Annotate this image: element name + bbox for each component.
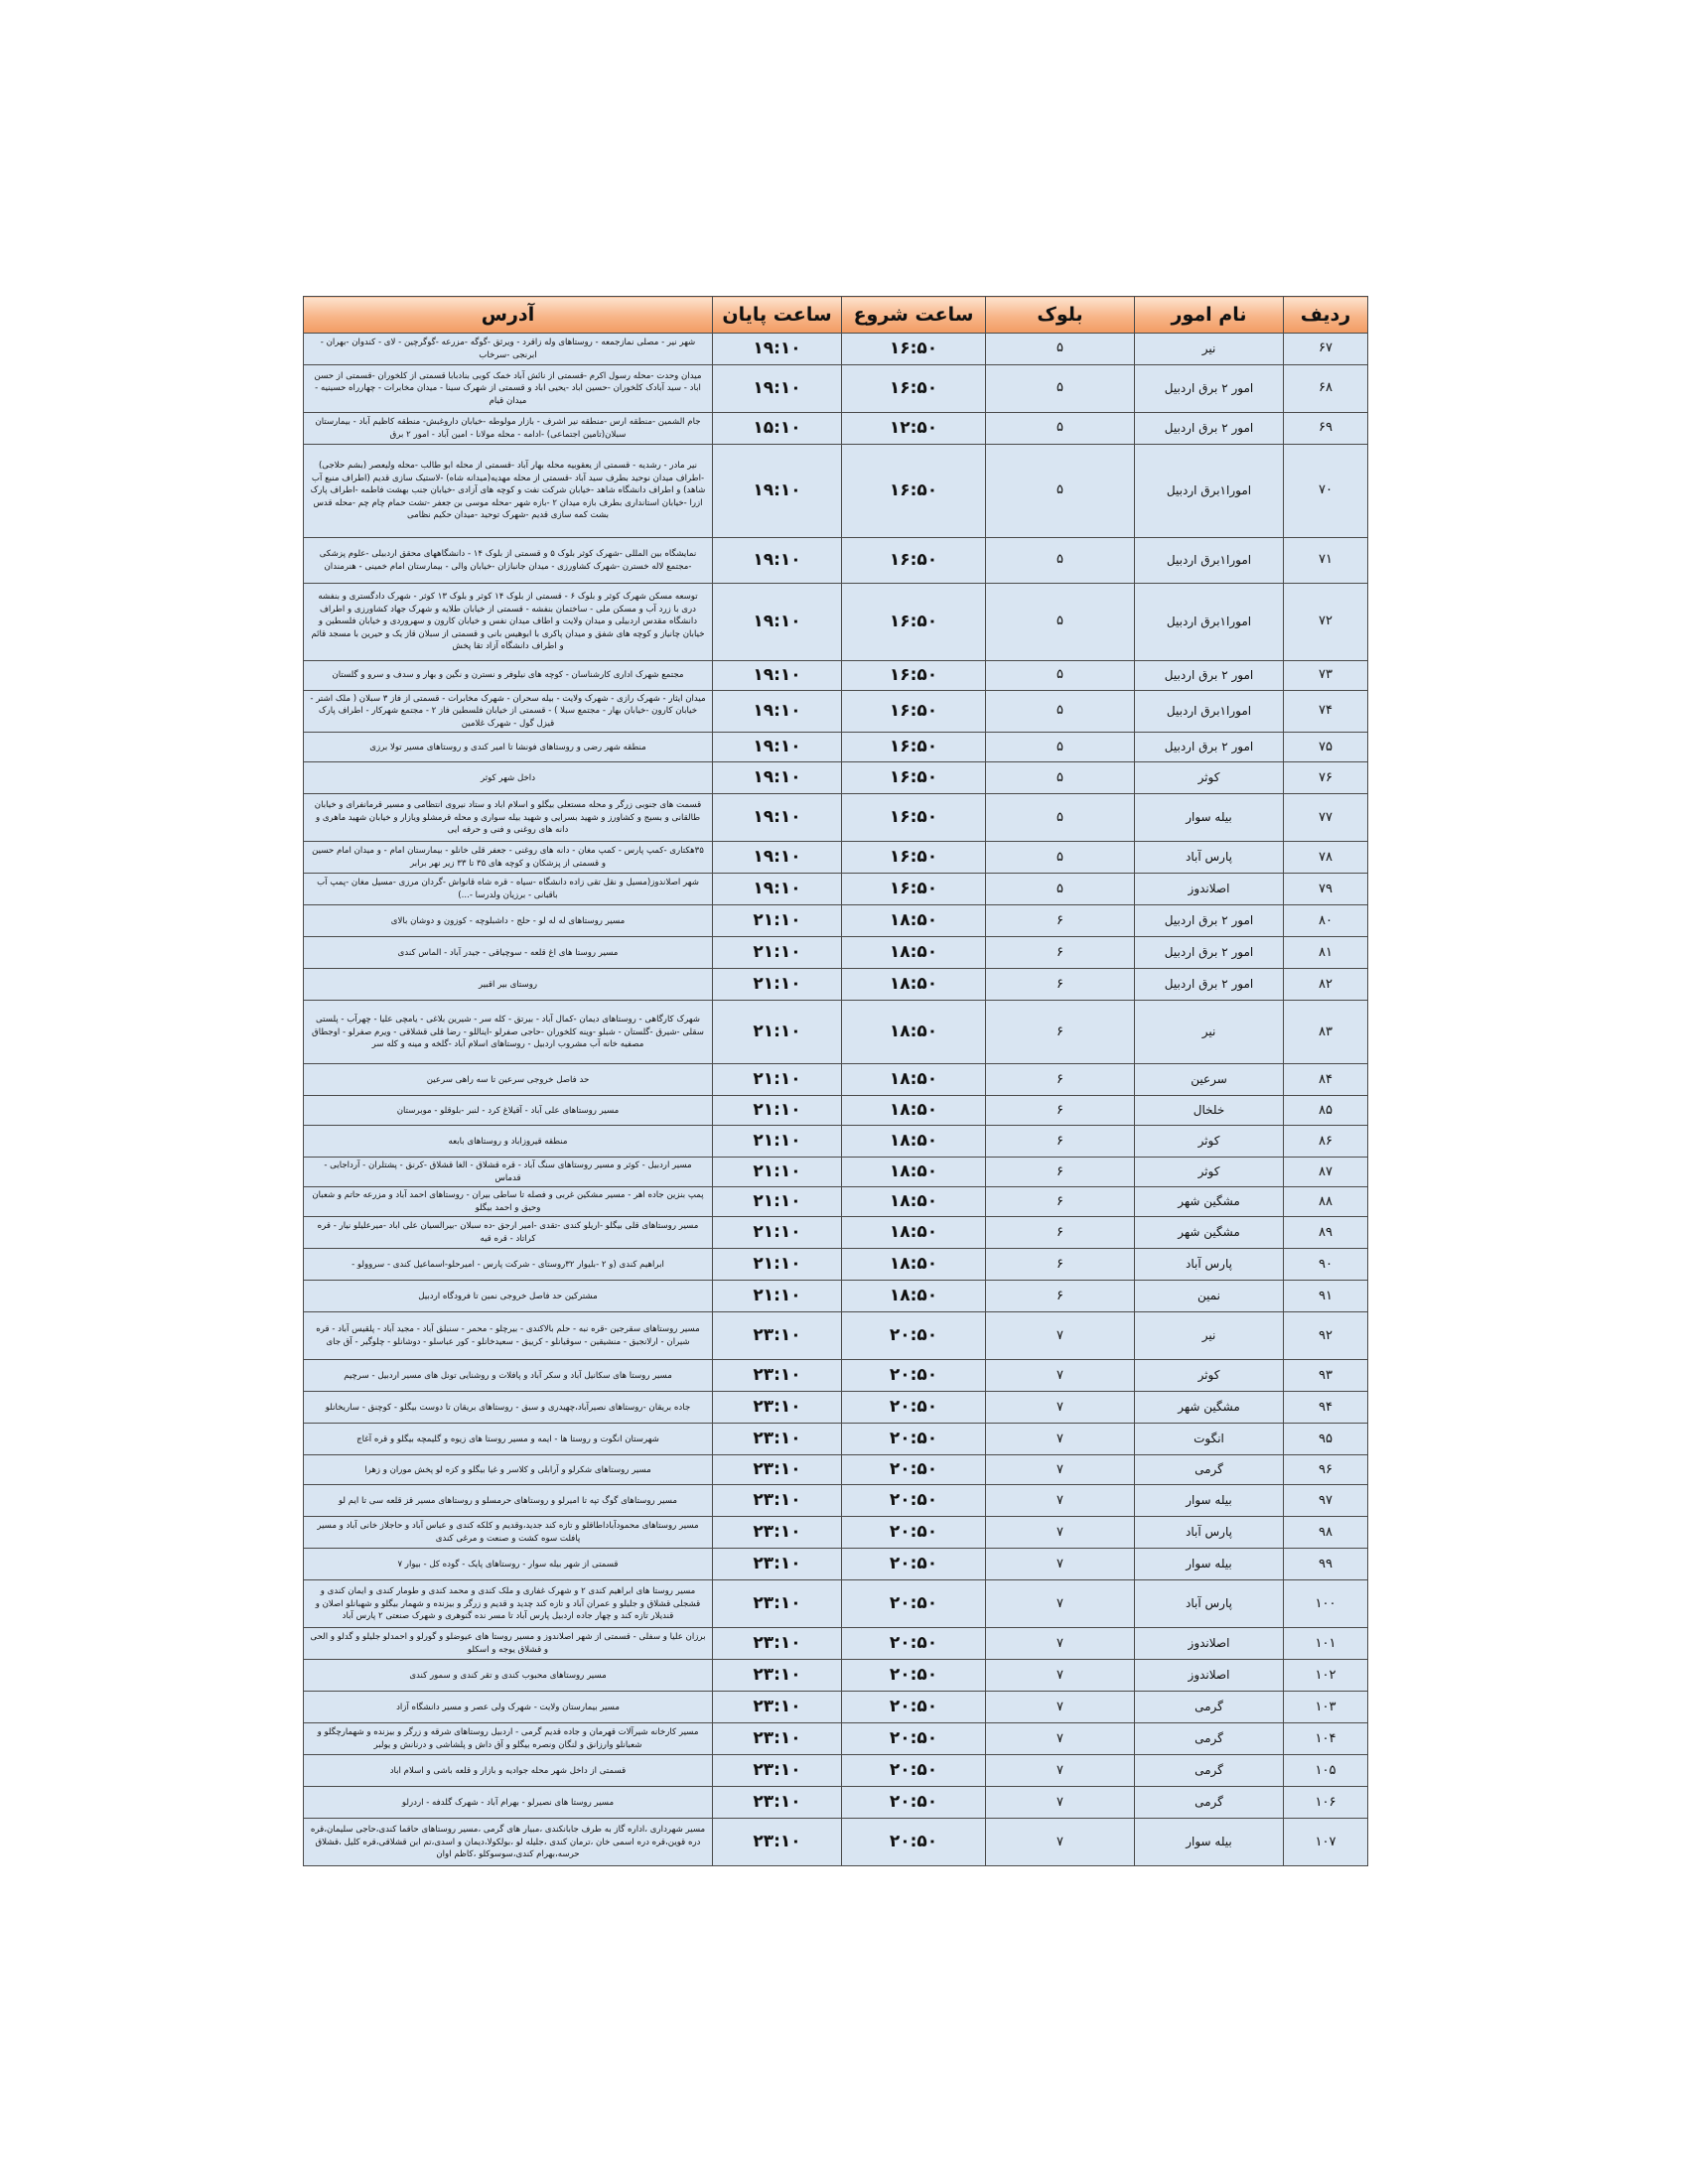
area-name-cell: پارس آباد [1135,1580,1284,1628]
area-name-cell: اصلاندوز [1135,874,1284,905]
end-time-cell: ۲۱:۱۰ [713,1187,842,1217]
start-time-cell: ۲۰:۵۰ [842,1628,986,1660]
area-name-cell: امور ۲ برق اردبیل [1135,969,1284,1001]
block-number-cell: ۵ [986,733,1135,762]
area-name-cell: گرمی [1135,1787,1284,1819]
address-cell: مسیر روستاهای له له لو - حلج - داشبلوچه - کوزون و دوشان بالای [304,905,713,937]
row-number-cell: ۹۹ [1284,1549,1368,1580]
area-name-cell: کوثر [1135,1158,1284,1187]
area-name-cell: سرعین [1135,1064,1284,1096]
address-cell: حد فاصل خروجی سرعین تا سه راهی سرعین [304,1064,713,1096]
start-time-cell: ۱۶:۵۰ [842,762,986,794]
row-number-cell: ۹۲ [1284,1312,1368,1360]
block-number-cell: ۷ [986,1755,1135,1787]
address-cell: روستای بیر اقبیر [304,969,713,1001]
row-number-cell: ۸۸ [1284,1187,1368,1217]
end-time-cell: ۲۱:۱۰ [713,937,842,969]
block-number-cell: ۷ [986,1787,1135,1819]
row-number-cell: ۱۰۲ [1284,1660,1368,1692]
table-row [304,733,1368,762]
area-name-cell: نیر [1135,1312,1284,1360]
block-number-cell: ۶ [986,1126,1135,1158]
area-name-cell: نیر [1135,1001,1284,1064]
start-time-cell: ۱۸:۵۰ [842,1064,986,1096]
row-number-cell: ۱۰۳ [1284,1692,1368,1723]
block-number-cell: ۵ [986,691,1135,733]
row-number-cell: ۹۴ [1284,1392,1368,1424]
block-number-cell: ۷ [986,1312,1135,1360]
end-time-cell: ۲۳:۱۰ [713,1723,842,1755]
block-number-cell: ۷ [986,1692,1135,1723]
area-name-cell: امور ۲ برق اردبیل [1135,905,1284,937]
area-name-cell: اصلاندوز [1135,1628,1284,1660]
end-time-cell: ۲۳:۱۰ [713,1455,842,1485]
end-time-cell: ۱۹:۱۰ [713,733,842,762]
table-row [304,1312,1368,1360]
block-number-cell: ۷ [986,1819,1135,1866]
table-row [304,1660,1368,1692]
end-time-cell: ۱۹:۱۰ [713,842,842,874]
start-time-cell: ۲۰:۵۰ [842,1723,986,1755]
area-name-cell: امورا۱برق اردبیل [1135,584,1284,661]
row-number-cell: ۸۳ [1284,1001,1368,1064]
area-name-cell: مشگین شهر [1135,1217,1284,1249]
area-name-cell: امور ۲ برق اردبیل [1135,937,1284,969]
header-end-time: ساعت پایان [713,297,842,334]
row-number-cell: ۸۱ [1284,937,1368,969]
address-cell: توسعه مسکن شهرک کوثر و بلوک ۶ - قسمتی از بلوک ۱۴ کوثر و بلوک ۱۳ کوثر - شهرک دادگستری و بنفشه دری با زرد آب و مسکن ملی - ساختمان بنفشه - قسمتی از خیابان طلایه و شهرک جهاد کشاورزی و اطراف دانشگاه مقدس اردبیلی و میدان ولایت و اطاف میدان نفس و خیابان کارون و سهروردی و خیابان فلسطین و خیابان چانیاز و کوچه های شفق و میدان پاکری با ابوهیس بانی و قسمتی از سبلان قاز یک و حیرین با مسجد قائم و اطراف دانشگاه آزاد تقا پخش [304,584,713,661]
table-row [304,969,1368,1001]
table-row [304,762,1368,794]
start-time-cell: ۲۰:۵۰ [842,1455,986,1485]
end-time-cell: ۱۹:۱۰ [713,365,842,413]
address-cell: مسیر روستاهای گوگ تپه تا امیرلو و روستاهای حرمسلو و روستاهای مسیر قز قلعه سی تا ایم لو [304,1485,713,1517]
area-name-cell: خلخال [1135,1096,1284,1126]
area-name-cell: امورا۱برق اردبیل [1135,691,1284,733]
end-time-cell: ۱۹:۱۰ [713,794,842,842]
address-cell: مسیر روستاهای شکرلو و آرابلی و کلاسر و غیا بیگلو و کزه لو پخش موران و زهرا [304,1455,713,1485]
table-row [304,794,1368,842]
end-time-cell: ۲۳:۱۰ [713,1517,842,1549]
start-time-cell: ۱۸:۵۰ [842,969,986,1001]
end-time-cell: ۱۹:۱۰ [713,762,842,794]
block-number-cell: ۵ [986,874,1135,905]
end-time-cell: ۱۹:۱۰ [713,691,842,733]
address-cell: منطقه شهر رضی و روستاهای فونشا تا امیر کندی و روستاهای مسیر تولا برزی [304,733,713,762]
address-cell: مسیر اردبیل - کوثر و مسیر روستاهای سنگ آباد - قره قشلاق - الغا قشلاق -کرنق - پشتلران - آرداجایی - قدماس [304,1158,713,1187]
row-number-cell: ۱۰۶ [1284,1787,1368,1819]
row-number-cell: ۹۱ [1284,1281,1368,1312]
block-number-cell: ۷ [986,1360,1135,1392]
row-number-cell: ۹۳ [1284,1360,1368,1392]
end-time-cell: ۲۱:۱۰ [713,1217,842,1249]
table-row [304,334,1368,365]
block-number-cell: ۵ [986,762,1135,794]
row-number-cell: ۷۱ [1284,538,1368,584]
row-number-cell: ۱۰۵ [1284,1755,1368,1787]
row-number-cell: ۸۹ [1284,1217,1368,1249]
address-cell: ابراهیم کندی (و ۲ -بلیوار ۳۲روستای - شرکت پارس - امیرحلو-اسماعیل کندی - سروولو - [304,1249,713,1281]
table-row [304,1485,1368,1517]
start-time-cell: ۱۶:۵۰ [842,584,986,661]
row-number-cell: ۷۲ [1284,584,1368,661]
block-number-cell: ۷ [986,1549,1135,1580]
end-time-cell: ۲۳:۱۰ [713,1660,842,1692]
address-cell: مسیر روستاهای محمودآباداطاقلو و تازه کند جدید،وقدیم و کلکه کندی و عباس آباد و حاجلاز خانی آباد و مسیر پافلت سوه کشت و صنعت و مرغی کندی [304,1517,713,1549]
start-time-cell: ۲۰:۵۰ [842,1660,986,1692]
header-area: نام امور [1135,297,1284,334]
address-cell: مسیر روستاهای محبوب کندی و تقر کندی و سمور کندی [304,1660,713,1692]
table-row [304,1424,1368,1455]
block-number-cell: ۷ [986,1628,1135,1660]
area-name-cell: امور ۲ برق اردبیل [1135,413,1284,445]
block-number-cell: ۵ [986,584,1135,661]
start-time-cell: ۲۰:۵۰ [842,1517,986,1549]
address-cell: مسیر روستا های سکانیل آباد و سکر آباد و پافلات و روشنایی تونل های مسیر اردبیل - سرچیم [304,1360,713,1392]
row-number-cell: ۹۰ [1284,1249,1368,1281]
row-number-cell: ۹۸ [1284,1517,1368,1549]
address-cell: نمایشگاه بین المللی -شهرک کوثر بلوک ۵ و قسمتی از بلوک ۱۴ - دانشگاههای محقق اردبیلی -علوم پزشکی -مجتمع لاله خسترن -شهرک کشاورزی - میدان جانبازان -خیابان والی - بیمارستان امام خمینی - هنرمندان [304,538,713,584]
address-cell: مسیر شهرداری ،اداره گاز به طرف جابانکندی ،مبیار های گرمی ،مسیر روستاهای حاقما کندی،حاجی سلیمان،قره دره قوین،قره دره اسمی خان ،ترمان کندی ،جلیله لو ،بولکولا،دیمان و اسدی،تم ابن قشلاقی،قره کلیل ،قشلاق حرسه،بهرام کندی،سوسوکلو ،کاظم اوان [304,1819,713,1866]
table-row [304,584,1368,661]
start-time-cell: ۱۸:۵۰ [842,1096,986,1126]
table-row [304,1517,1368,1549]
start-time-cell: ۱۶:۵۰ [842,445,986,538]
area-name-cell: گرمی [1135,1723,1284,1755]
row-number-cell: ۱۰۱ [1284,1628,1368,1660]
end-time-cell: ۱۹:۱۰ [713,661,842,691]
block-number-cell: ۵ [986,413,1135,445]
row-number-cell: ۷۳ [1284,661,1368,691]
start-time-cell: ۲۰:۵۰ [842,1392,986,1424]
end-time-cell: ۲۳:۱۰ [713,1485,842,1517]
row-number-cell: ۹۶ [1284,1455,1368,1485]
header-block: بلوک [986,297,1135,334]
area-name-cell: امورا۱برق اردبیل [1135,445,1284,538]
header-start-time: ساعت شروع [842,297,986,334]
start-time-cell: ۲۰:۵۰ [842,1819,986,1866]
end-time-cell: ۲۳:۱۰ [713,1360,842,1392]
block-number-cell: ۶ [986,1096,1135,1126]
address-cell: مجتمع شهرک اداری کارشناسان - کوچه های نیلوفر و نسترن و نگین و بهار و سدف و سرو و گلستان [304,661,713,691]
area-name-cell: امورا۱برق اردبیل [1135,538,1284,584]
table-row [304,1096,1368,1126]
block-number-cell: ۶ [986,1064,1135,1096]
start-time-cell: ۲۰:۵۰ [842,1549,986,1580]
block-number-cell: ۷ [986,1392,1135,1424]
start-time-cell: ۱۸:۵۰ [842,1001,986,1064]
table-body [304,334,1368,1866]
end-time-cell: ۲۳:۱۰ [713,1819,842,1866]
table-row [304,691,1368,733]
area-name-cell: اصلاندوز [1135,1660,1284,1692]
start-time-cell: ۲۰:۵۰ [842,1485,986,1517]
address-cell: مسیر روستاهای علی آباد - آقیلاغ کرد - لنبر -بلوقلو - موبرستان [304,1096,713,1126]
end-time-cell: ۲۳:۱۰ [713,1580,842,1628]
area-name-cell: پارس آباد [1135,842,1284,874]
end-time-cell: ۲۳:۱۰ [713,1424,842,1455]
schedule-table [303,296,1368,1866]
address-cell: مشترکین حد فاصل خروجی نمین تا فرودگاه اردبیل [304,1281,713,1312]
table-row [304,1787,1368,1819]
row-number-cell: ۸۵ [1284,1096,1368,1126]
address-cell: جام الشمین -منطقه ارس -منطقه نیر اشرف - بازار مولوطه -خیابان داروغبش- منطقه کاظیم آباد - بیمارستان سبلان(تامین اجتماعی) -ادامه - محله مولانا - امین آباد - امور ۲ برق [304,413,713,445]
address-cell: قسمتی از شهر بیله سوار - روستاهای پایک - گوده کل - بیوار ۷ [304,1549,713,1580]
start-time-cell: ۱۶:۵۰ [842,538,986,584]
address-cell: مسیر کارخانه شیرآلات قهرمان و جاده قدیم گرمی - اردبیل روستاهای شرقه و زرگر و بیزنده و شهمارچگلو و شعبانلو وارزانق و لنگان ونصره بیگلو و آق داش و پلشاشی و درنانش و یولبر [304,1723,713,1755]
table-row [304,937,1368,969]
block-number-cell: ۵ [986,365,1135,413]
block-number-cell: ۷ [986,1485,1135,1517]
block-number-cell: ۶ [986,905,1135,937]
area-name-cell: نیر [1135,334,1284,365]
table-row [304,1628,1368,1660]
row-number-cell: ۱۰۰ [1284,1580,1368,1628]
row-number-cell: ۱۰۴ [1284,1723,1368,1755]
block-number-cell: ۶ [986,1001,1135,1064]
block-number-cell: ۶ [986,1281,1135,1312]
start-time-cell: ۱۶:۵۰ [842,733,986,762]
row-number-cell: ۷۴ [1284,691,1368,733]
address-cell: قسمت های جنوبی زرگر و محله مستعلی بیگلو و اسلام اباد و ستاد نیروی انتظامی و مسیر قرمانفرای و خیابان طالقانی و بسیج و کشاورز و شهید بسرایی و شهید بیله سواری و محله قرمشلو ویازار و خیابان شهید ماهری و دانه های روغنی و فنی و حرفه ایی [304,794,713,842]
block-number-cell: ۵ [986,538,1135,584]
end-time-cell: ۱۵:۱۰ [713,413,842,445]
end-time-cell: ۱۹:۱۰ [713,445,842,538]
address-cell: مسیر روستاهای سقرجین -قره نبه - حلم بالاکندی - بیرچلو - محمر - سنبلق آباد - مجید آباد - پلقیس آباد - قره شیران - ارلانجیق - منشیقین - سوقیانلو - کرییق - سعیدخانلو - کور عباسلو - دوشانلو - چلوگیر - آق جای [304,1312,713,1360]
end-time-cell: ۲۳:۱۰ [713,1392,842,1424]
block-number-cell: ۶ [986,1217,1135,1249]
start-time-cell: ۱۶:۵۰ [842,661,986,691]
row-number-cell: ۹۷ [1284,1485,1368,1517]
start-time-cell: ۱۸:۵۰ [842,1249,986,1281]
area-name-cell: بیله سوار [1135,1819,1284,1866]
start-time-cell: ۱۶:۵۰ [842,874,986,905]
area-name-cell: کوثر [1135,1360,1284,1392]
address-cell: میدان ایثار - شهرک رازی - شهرک ولایت - بیله سحران - شهرک مخابرات - قسمتی از فاز ۳ سبلان ( ملک اشتر - خیابان کارون -خیابان بهار - مجتمع سبلا ) - قسمتی از خیابان فلسطین فاز ۲ - مجتمع شهرکار - اطراف پارک قیزل گول - شهرک غلامین [304,691,713,733]
row-number-cell: ۷۶ [1284,762,1368,794]
table-row [304,1001,1368,1064]
start-time-cell: ۱۸:۵۰ [842,1281,986,1312]
table-row [304,1455,1368,1485]
end-time-cell: ۲۳:۱۰ [713,1755,842,1787]
end-time-cell: ۲۱:۱۰ [713,1064,842,1096]
header-row-no: ردیف [1284,297,1368,334]
end-time-cell: ۲۱:۱۰ [713,905,842,937]
area-name-cell: پارس آباد [1135,1517,1284,1549]
area-name-cell: بیله سوار [1135,1485,1284,1517]
block-number-cell: ۵ [986,842,1135,874]
start-time-cell: ۲۰:۵۰ [842,1787,986,1819]
row-number-cell: ۷۹ [1284,874,1368,905]
start-time-cell: ۱۸:۵۰ [842,905,986,937]
area-name-cell: انگوت [1135,1424,1284,1455]
address-cell: شهرک کارگاهی - روستاهای دیمان -کمال آباد - بیرتق - کله سر - شیرین بلاغی - یامچی علیا - چهرآب - پلستی سقلی -شیرق -گلستان - شبلو -وینه کلخوران -حاجی صفرلو -ایناللو - رضا قلی قشلاقی - ویرم صفرلو - اوجطاق مصفیه خانه آب مشروب اردبیل - روستاهای اسلام آباد -گلخه و مینه و کله سر [304,1001,713,1064]
table-row [304,538,1368,584]
area-name-cell: امور ۲ برق اردبیل [1135,661,1284,691]
row-number-cell: ۶۹ [1284,413,1368,445]
area-name-cell: گرمی [1135,1692,1284,1723]
row-number-cell: ۶۸ [1284,365,1368,413]
block-number-cell: ۷ [986,1723,1135,1755]
end-time-cell: ۲۱:۱۰ [713,1126,842,1158]
row-number-cell: ۸۴ [1284,1064,1368,1096]
header-row [304,297,1368,334]
start-time-cell: ۱۸:۵۰ [842,1158,986,1187]
block-number-cell: ۷ [986,1580,1135,1628]
end-time-cell: ۲۱:۱۰ [713,1249,842,1281]
block-number-cell: ۵ [986,445,1135,538]
end-time-cell: ۲۳:۱۰ [713,1628,842,1660]
area-name-cell: گرمی [1135,1455,1284,1485]
table-row [304,905,1368,937]
address-cell: شهر اصلاندوز(مسیل و نقل تقی زاده دانشگاه -سیاه - قره شاه قانواش -گردان مرزی -مسیل مغان -پمپ آب باقبانی - برزیان ولدرسا -...) [304,874,713,905]
start-time-cell: ۲۰:۵۰ [842,1312,986,1360]
row-number-cell: ۸۲ [1284,969,1368,1001]
block-number-cell: ۵ [986,661,1135,691]
block-number-cell: ۵ [986,334,1135,365]
table-row [304,1158,1368,1187]
table-row [304,1360,1368,1392]
start-time-cell: ۱۶:۵۰ [842,365,986,413]
start-time-cell: ۱۸:۵۰ [842,1217,986,1249]
table-row [304,1281,1368,1312]
area-name-cell: مشگین شهر [1135,1392,1284,1424]
end-time-cell: ۲۳:۱۰ [713,1312,842,1360]
start-time-cell: ۲۰:۵۰ [842,1755,986,1787]
end-time-cell: ۲۳:۱۰ [713,1787,842,1819]
end-time-cell: ۲۱:۱۰ [713,1281,842,1312]
area-name-cell: پارس آباد [1135,1249,1284,1281]
address-cell: برزان علیا و سفلی - قسمتی از شهر اصلاندوز و مسیر روستا های عیوضلو و گورلو و احمدلو جلیلو و گدلو و الحی و قشلاق یوجه و اسکلو [304,1628,713,1660]
end-time-cell: ۲۱:۱۰ [713,1096,842,1126]
row-number-cell: ۷۰ [1284,445,1368,538]
block-number-cell: ۷ [986,1424,1135,1455]
table-row [304,1126,1368,1158]
row-number-cell: ۷۸ [1284,842,1368,874]
address-cell: مسیر بیمارستان ولایت - شهرک ولی عصر و مسیر دانشگاه آزاد [304,1692,713,1723]
row-number-cell: ۱۰۷ [1284,1819,1368,1866]
table-row [304,1755,1368,1787]
end-time-cell: ۱۹:۱۰ [713,538,842,584]
table-row [304,874,1368,905]
table-row [304,1187,1368,1217]
block-number-cell: ۶ [986,1187,1135,1217]
block-number-cell: ۶ [986,969,1135,1001]
start-time-cell: ۱۸:۵۰ [842,937,986,969]
block-number-cell: ۷ [986,1660,1135,1692]
table-row [304,1392,1368,1424]
start-time-cell: ۱۶:۵۰ [842,691,986,733]
table-row [304,661,1368,691]
table-row [304,365,1368,413]
end-time-cell: ۲۳:۱۰ [713,1549,842,1580]
area-name-cell: نمین [1135,1281,1284,1312]
address-cell: ۳۵هکتاری -کمپ پارس - کمپ مغان - دانه های روغنی - جعفر قلی خانلو - بیمارستان امام - و میدان امام حسین و قسمتی از پزشکان و کوچه های ۳۵ تا ۳۳ زیر نهر برابر [304,842,713,874]
address-cell: قسمتی از داخل شهر محله جوادیه و بازار و قلعه باشی و اسلام اباد [304,1755,713,1787]
row-number-cell: ۸۷ [1284,1158,1368,1187]
table-row [304,1692,1368,1723]
row-number-cell: ۸۰ [1284,905,1368,937]
address-cell: منطقه قیروزاباد و روستاهای بابعه [304,1126,713,1158]
start-time-cell: ۱۸:۵۰ [842,1126,986,1158]
table-row [304,1064,1368,1096]
row-number-cell: ۷۷ [1284,794,1368,842]
table-row [304,842,1368,874]
address-cell: مسیر روستا های ابراهیم کندی ۲ و شهرک غفاری و ملک کندی و محمد کندی و طومار کندی و ایمان کندی و قشجلی قشلاق و جلیلو و عمران آباد و تازه کند چدید و قدیم و زرگر و بیزنده و شهمار بیگلو و شهبانلو اصلان و قندیلار تازه کند و چهار جاده اردبیل پارس آباد تا مسر نده گنوهری و شهرک صنعتی ۲ پارس آباد [304,1580,713,1628]
start-time-cell: ۲۰:۵۰ [842,1692,986,1723]
table-row [304,1819,1368,1866]
end-time-cell: ۲۱:۱۰ [713,1001,842,1064]
table-row [304,1580,1368,1628]
end-time-cell: ۱۹:۱۰ [713,334,842,365]
row-number-cell: ۹۵ [1284,1424,1368,1455]
address-cell: نیر مادر - رشدیه - قسمتی از یعقوبیه محله بهار آباد -قسمتی از محله ابو طالب -محله ولیعصر (بشم حلاجی) -اطراف میدان نوحید بطرف سید آباد -قسمتی از محله مهدیه(میدانه شاه) -لاستیک سازی قدیم (اطراف منبع آب شاهد) و اطراف دانشگاه شاهد -خیابان شرکت نفت و کوچه های آزادی -خیابان جنب بهشت فاطمه -اطراف پارک ازرا -خیابان استانداری بطرف بازه میدان ۲ -بازه شهر -محله موسی بن جعفر -تشت حمام چام چم -محله قدس بشت کمه سازی قدیم -شهرک توحید -میدان حکیم نظامی [304,445,713,538]
header-address: آدرس [304,297,713,334]
start-time-cell: ۱۶:۵۰ [842,794,986,842]
area-name-cell: بیله سوار [1135,1549,1284,1580]
table-row [304,1249,1368,1281]
table-row [304,413,1368,445]
address-cell: داخل شهر کوثر [304,762,713,794]
start-time-cell: ۱۶:۵۰ [842,334,986,365]
table-row [304,445,1368,538]
end-time-cell: ۲۳:۱۰ [713,1692,842,1723]
start-time-cell: ۲۰:۵۰ [842,1360,986,1392]
start-time-cell: ۱۶:۵۰ [842,842,986,874]
address-cell: شهر نیر - مصلی نمازجمعه - روستاهای وله زاقرد - ویرثق -گوگه -مزرعه -گوگرچین - لای - کندوان -بهران - ابرنجی -سرخاب [304,334,713,365]
area-name-cell: کوثر [1135,762,1284,794]
table-row [304,1549,1368,1580]
row-number-cell: ۷۵ [1284,733,1368,762]
start-time-cell: ۲۰:۵۰ [842,1424,986,1455]
table-row [304,1723,1368,1755]
row-number-cell: ۶۷ [1284,334,1368,365]
start-time-cell: ۱۲:۵۰ [842,413,986,445]
address-cell: جاده بریقان -روستاهای نصیرآباد،چهیدری و سبق - روستاهای بریقان تا دوست بیگلو - کوچنق - ساریخانلو [304,1392,713,1424]
area-name-cell: امور ۲ برق اردبیل [1135,733,1284,762]
start-time-cell: ۲۰:۵۰ [842,1580,986,1628]
start-time-cell: ۱۸:۵۰ [842,1187,986,1217]
end-time-cell: ۲۱:۱۰ [713,1158,842,1187]
address-cell: میدان وحدت -محله رسول اکرم -قسمتی از نائش آباد خمک کوبی بنادبابا قسمتی از کلخوران -قسمتی از حسن اباد - سید آبادک کلخوران -حسین اباد -یحیی اباد و قسمتی از شهرک سینا - میدان مخابرات - چهارراه حسینیه - میدان قیام [304,365,713,413]
end-time-cell: ۱۹:۱۰ [713,584,842,661]
area-name-cell: کوثر [1135,1126,1284,1158]
address-cell: مسیر روستا های نصیرلو - بهرام آباد - شهرک گلدفه - اردرلو [304,1787,713,1819]
row-number-cell: ۸۶ [1284,1126,1368,1158]
area-name-cell: بیله سوار [1135,794,1284,842]
area-name-cell: گرمی [1135,1755,1284,1787]
block-number-cell: ۷ [986,1517,1135,1549]
end-time-cell: ۱۹:۱۰ [713,874,842,905]
block-number-cell: ۶ [986,1249,1135,1281]
end-time-cell: ۲۱:۱۰ [713,969,842,1001]
address-cell: شهرستان انگوت و روستا ها - ایمه و مسیر روستا های زیوه و گلیمچه بیگلو و قره آغاج [304,1424,713,1455]
address-cell: مسیر روستاهای قلی بیگلو -اریلو کندی -تقدی -امیر ارجق -ده سبلان -بیرالسیان علی اباد -میرعلیلو نیار - قره کراتاد - قره قیه [304,1217,713,1249]
area-name-cell: مشگین شهر [1135,1187,1284,1217]
block-number-cell: ۵ [986,794,1135,842]
block-number-cell: ۶ [986,1158,1135,1187]
block-number-cell: ۷ [986,1455,1135,1485]
address-cell: پمپ بنزین جاده اهر - مسیر مشکین غربی و فصله تا ساطی بیران - روستاهای احمد آباد و مزرعه حاتم و شعبان وحیق و احمد بیگلو [304,1187,713,1217]
block-number-cell: ۶ [986,937,1135,969]
address-cell: مسیر روستا های اغ قلعه - سوچیاقی - جیدر آباد - الماس کندی [304,937,713,969]
table-row [304,1217,1368,1249]
area-name-cell: امور ۲ برق اردبیل [1135,365,1284,413]
